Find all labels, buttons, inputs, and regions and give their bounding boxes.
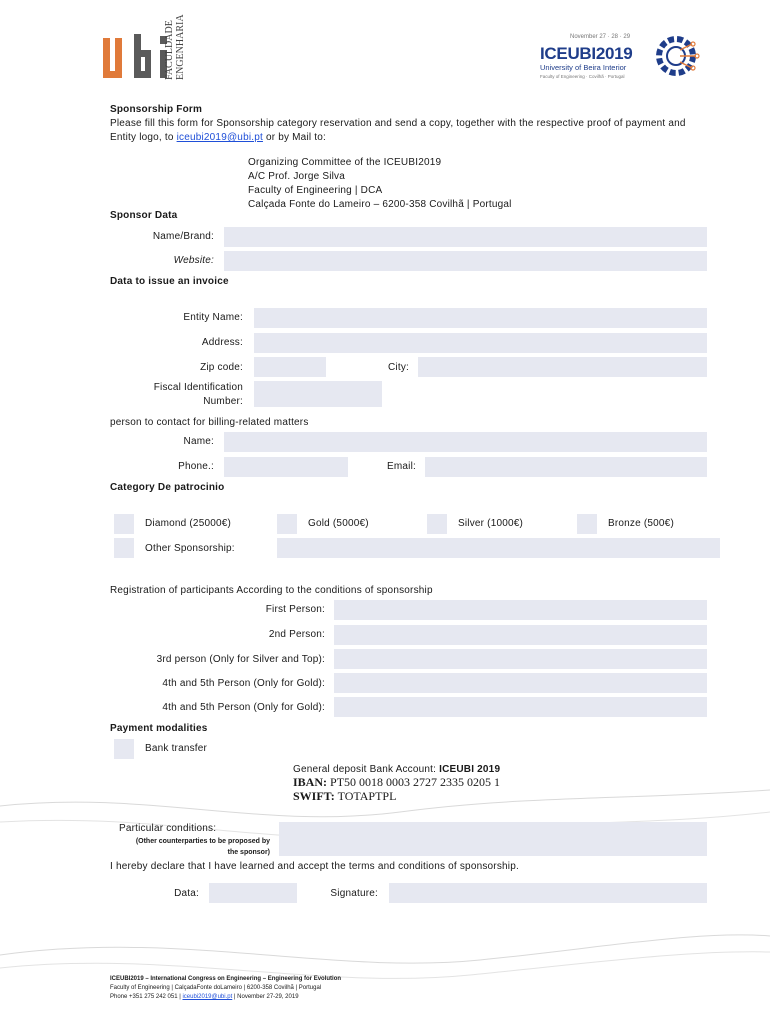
event-logo-dates: November 27 · 28 · 29: [570, 34, 631, 40]
silver-label: Silver (1000€): [458, 518, 524, 529]
footer-line-1: ICEUBI2019 – International Congress on Engineering – Engineering for Evolution: [110, 976, 342, 982]
address-line: Organizing Committee of the ICEUBI2019: [248, 157, 442, 168]
address-field[interactable]: [254, 333, 707, 353]
contact-name-field[interactable]: [224, 432, 707, 452]
other-sponsorship-label: Other Sponsorship:: [145, 543, 235, 554]
iban-line: [293, 775, 500, 790]
conditions-note-line-1: (Other counterparties to be proposed by: [135, 838, 270, 845]
footer-dates: | November 27-29, 2019: [232, 994, 299, 1000]
faculty-logo-line-2: ENGENHARIA: [175, 14, 186, 80]
participant-field-5[interactable]: [334, 697, 707, 717]
city-field[interactable]: [418, 357, 707, 377]
participant-field-2[interactable]: [334, 625, 707, 645]
participant-label: 4th and 5th Person (Only for Gold):: [162, 702, 325, 713]
participant-label: 4th and 5th Person (Only for Gold):: [162, 678, 325, 689]
faculty-logo-line-1: FACULDADE: [164, 20, 175, 80]
fiscal-id-field[interactable]: [254, 381, 382, 407]
swift-line: [293, 789, 396, 804]
fiscal-id-label-line-1: Fiscal Identification: [153, 382, 243, 393]
other-sponsorship-field[interactable]: [277, 538, 720, 558]
entity-name-field[interactable]: [254, 308, 707, 328]
invoice-title: Data to issue an invoice: [110, 276, 229, 287]
fiscal-id-label-line-2: Number:: [203, 396, 243, 407]
address-line: A/C Prof. Jorge Silva: [248, 171, 346, 182]
website-label: Website:: [173, 255, 214, 266]
signature-label: Signature:: [330, 888, 378, 899]
event-logo-faculty: Faculty of Engineering · Covilhã · Portugal: [540, 74, 625, 79]
city-label: City:: [388, 362, 409, 373]
participant-field-1[interactable]: [334, 600, 707, 620]
swift-label: SWIFT:: [293, 789, 335, 803]
participant-label: 2nd Person:: [268, 629, 325, 640]
intro-line-2-prefix: Entity logo, to: [110, 132, 177, 143]
event-logo-name: ICEUBI2019: [540, 44, 633, 63]
phone-field[interactable]: [224, 457, 348, 477]
conditions-note-line-2: the sponsor): [227, 849, 270, 856]
email-field[interactable]: [425, 457, 707, 477]
intro-line-2: [110, 132, 326, 143]
silver-checkbox[interactable]: [427, 514, 447, 534]
footer: [110, 975, 341, 1002]
address-label: Address:: [201, 337, 243, 348]
zip-code-label: Zip code:: [200, 362, 243, 373]
iban-label: IBAN:: [293, 775, 328, 789]
particular-conditions-label: Particular conditions:: [119, 823, 217, 834]
footer-email-link[interactable]: iceubi2019@ubi.pt: [182, 994, 233, 1000]
bronze-label: Bronze (500€): [608, 518, 674, 529]
payment-title: Payment modalities: [110, 723, 208, 734]
gold-label: Gold (5000€): [308, 518, 369, 529]
intro-line-1: Please fill this form for Sponsorship category reservation and send a copy, together with the respective proof of payment and: [110, 118, 686, 129]
particular-conditions-field[interactable]: [279, 822, 707, 856]
intro-line-2-suffix: or by Mail to:: [262, 132, 326, 143]
participant-label: First Person:: [265, 604, 325, 615]
participant-field-3[interactable]: [334, 649, 707, 669]
contact-name-label: Name:: [183, 436, 214, 447]
address-line: Calçada Fonte do Lameiro – 6200-358 Covilhã | Portugal: [248, 199, 512, 210]
footer-phone: Phone +351 275 242 051 |: [110, 994, 183, 1000]
particular-conditions-note: [100, 836, 270, 858]
participant-field-4[interactable]: [334, 673, 707, 693]
other-sponsorship-checkbox[interactable]: [114, 538, 134, 558]
diamond-label: Diamond (25000€): [145, 518, 232, 529]
bank-account-prefix: General deposit Bank Account:: [293, 764, 440, 775]
category-title: Category De patrocinio: [110, 482, 225, 493]
participant-label: 3rd person (Only for Silver and Top):: [156, 654, 325, 665]
event-logo-university: University of Beira Interior: [540, 63, 627, 72]
faculty-logo: [100, 16, 192, 82]
event-logo: [538, 30, 708, 86]
website-field[interactable]: [224, 251, 707, 271]
form-title: Sponsorship Form: [110, 104, 203, 115]
sponsor-data-title: Sponsor Data: [110, 210, 178, 221]
registration-heading: Registration of participants According to the conditions of sponsorship: [110, 585, 433, 596]
mailing-address: [248, 156, 512, 212]
date-field[interactable]: [209, 883, 297, 903]
signature-field[interactable]: [389, 883, 707, 903]
declaration-text: I hereby declare that I have learned and accept the terms and conditions of sponsorship.: [110, 861, 519, 872]
bank-transfer-label: Bank transfer: [145, 743, 208, 754]
iban-value: PT50 0018 0003 2727 2335 0205 1: [327, 775, 501, 789]
phone-label: Phone.:: [178, 461, 214, 472]
bronze-checkbox[interactable]: [577, 514, 597, 534]
footer-line-3: [110, 993, 341, 1002]
faculty-logo-text: [164, 14, 226, 80]
billing-contact-heading: person to contact for billing-related matters: [110, 417, 309, 428]
entity-name-label: Entity Name:: [183, 312, 243, 323]
gear-circuit-icon: [654, 30, 702, 84]
name-brand-label: Name/Brand:: [152, 231, 214, 242]
email-label: Email:: [387, 461, 416, 472]
swift-value: TOTAPTPL: [334, 789, 397, 803]
address-line: Faculty of Engineering | DCA: [248, 185, 383, 196]
zip-code-field[interactable]: [254, 357, 326, 377]
bank-account-name: ICEUBI 2019: [439, 764, 501, 775]
footer-line-2: Faculty of Engineering | CalçadaFonte doLameiro | 6200-358 Covilhã | Portugal: [110, 985, 322, 991]
date-label: Data:: [174, 888, 199, 899]
contact-email-link[interactable]: iceubi2019@ubi.pt: [176, 132, 263, 143]
name-brand-field[interactable]: [224, 227, 707, 247]
bank-account-line: [293, 764, 500, 775]
diamond-checkbox[interactable]: [114, 514, 134, 534]
fiscal-id-label: [154, 381, 243, 409]
bank-transfer-checkbox[interactable]: [114, 739, 134, 759]
gold-checkbox[interactable]: [277, 514, 297, 534]
